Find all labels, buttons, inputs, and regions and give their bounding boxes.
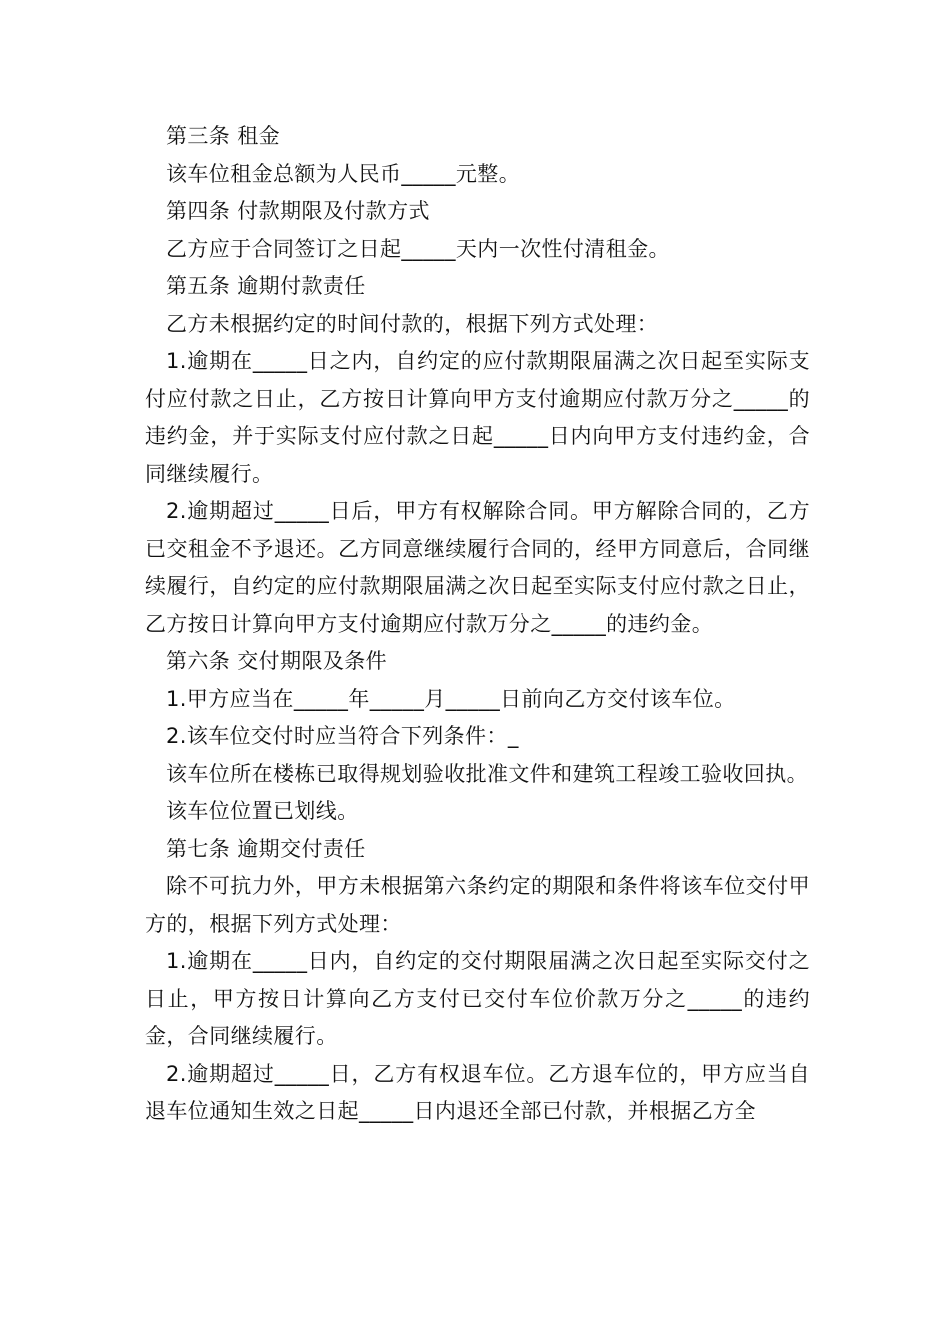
article-4-heading: 第四条 付款期限及付款方式 bbox=[166, 199, 430, 223]
document-body bbox=[145, 118, 810, 1131]
clause-item: 2.逾期超过_____日，乙方有权退车位。乙方退车位的，甲方应当自退车位通知生效之日起_____日内退还全部已付款，并根据乙方全 bbox=[145, 1061, 810, 1123]
paragraph: 乙方应于合同签订之日起_____天内一次性付清租金。 bbox=[166, 236, 670, 261]
clause-item: 1.逾期在_____日之内，自约定的应付款期限届满之次日起至实际支付应付款之日止，乙方按日计算向甲方支付逾期应付款万分之_____的违约金，并于实际支付应付款之日起_____日内向甲方支付违约金，合同继续履行。 bbox=[145, 349, 810, 486]
paragraph: 该车位租金总额为人民币_____元整。 bbox=[166, 161, 521, 186]
paragraph: 乙方未根据约定的时间付款的，根据下列方式处理： bbox=[166, 311, 659, 336]
clause-item: 2.该车位交付时应当符合下列条件：_ bbox=[166, 724, 519, 748]
paragraph: 除不可抗力外，甲方未根据第六条约定的期限和条件将该车位交付甲方的，根据下列方式处理： bbox=[145, 874, 810, 936]
clause-item: 2.逾期超过_____日后，甲方有权解除合同。甲方解除合同的，乙方已交租金不予退还。乙方同意继续履行合同的，经甲方同意后，合同继续履行，自约定的应付款期限届满之次日起至实际支付应付款之日止，乙方按日计算向甲方支付逾期应付款万分之_____的违约金。 bbox=[145, 499, 810, 636]
clause-item: 1.甲方应当在_____年_____月_____日前向乙方交付该车位。 bbox=[166, 686, 736, 711]
clause-item: 1.逾期在_____日内，自约定的交付期限届满之次日起至实际交付之日止，甲方按日计算向乙方支付已交付车位价款万分之_____的违约金，合同继续履行。 bbox=[145, 949, 810, 1048]
article-6-heading: 第六条 交付期限及条件 bbox=[166, 649, 388, 673]
article-7-heading: 第七条 逾期交付责任 bbox=[166, 836, 366, 861]
paragraph: 该车位所在楼栋已取得规划验收批准文件和建筑工程竣工验收回执。 bbox=[166, 761, 808, 786]
paragraph: 该车位位置已划线。 bbox=[166, 799, 359, 823]
article-5-heading: 第五条 逾期付款责任 bbox=[166, 274, 366, 298]
article-3-heading: 第三条 租金 bbox=[166, 124, 281, 148]
